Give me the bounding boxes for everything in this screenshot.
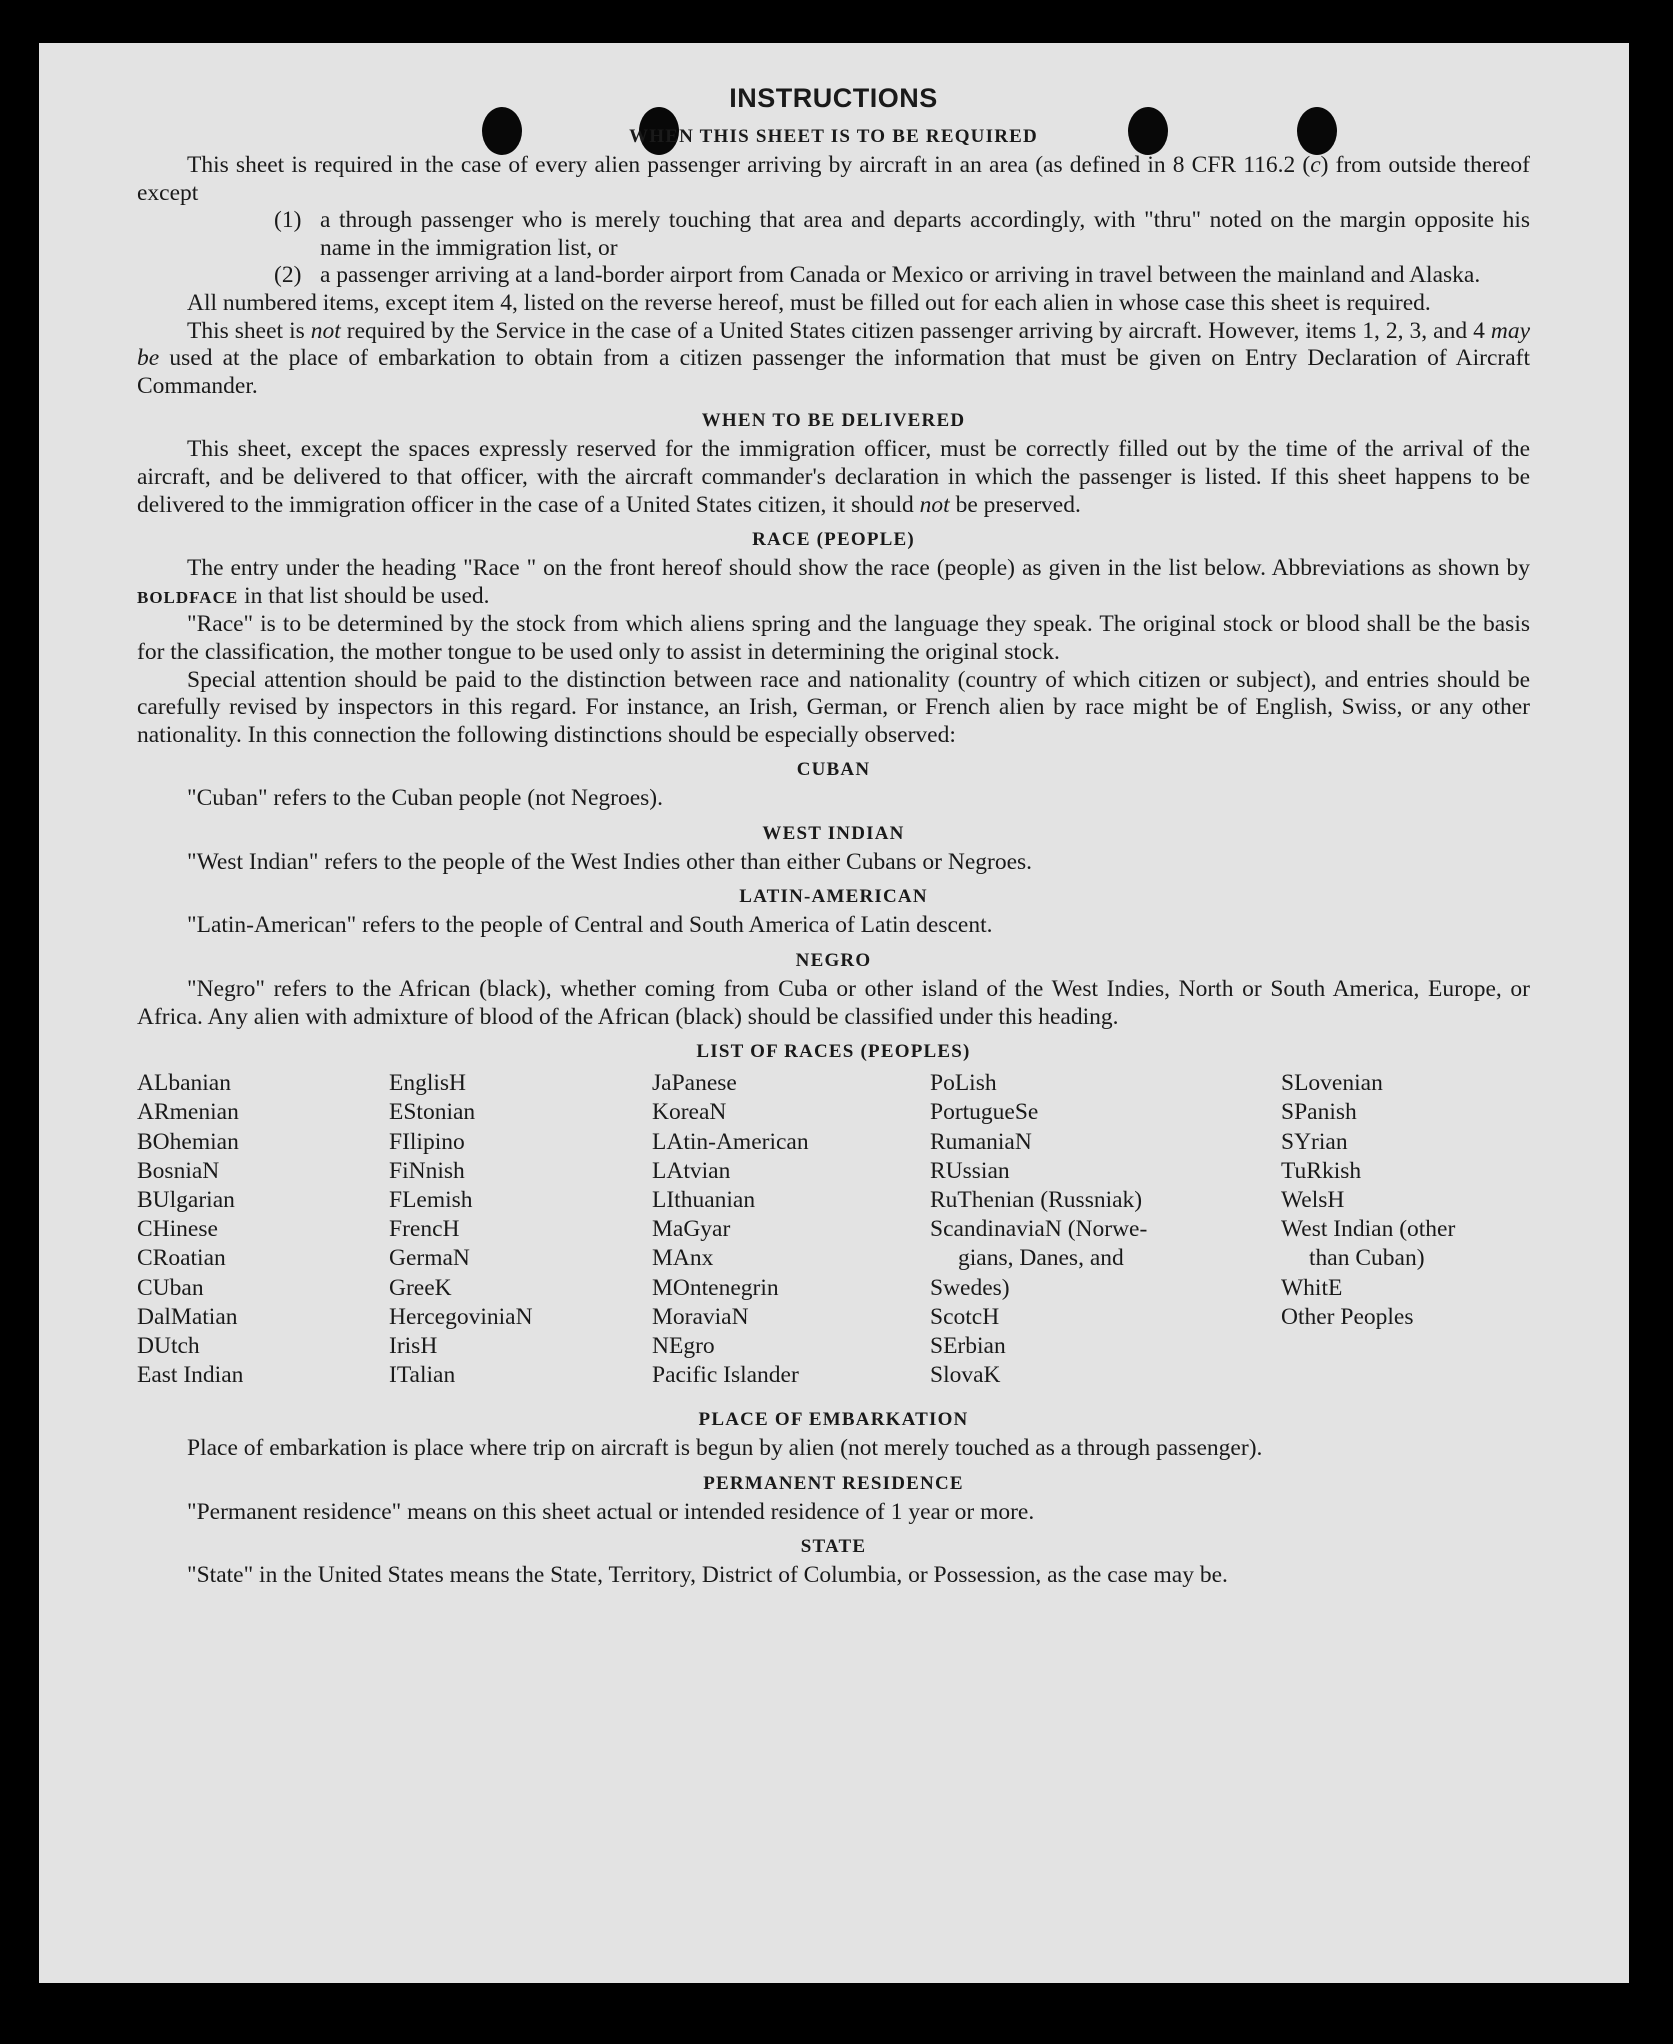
item-number: (2) [274,262,302,289]
text: required by the Service in the case of a United States citizen passenger arriving by aircraft. However, items 1, 2, 3, and 4 [340,317,1491,344]
paragraph [137,152,1530,207]
race-entry: SLovenian [1281,1070,1383,1097]
exception-item-1 [137,207,1530,262]
race-entry: EnglisH [389,1070,467,1097]
text: a passenger arriving at a land-border airport from Canada or Mexico or arriving in travel between the mainland and Alaska. [320,262,1481,289]
section-heading-negro: NEGRO [795,950,872,972]
races-column [389,1069,533,1390]
races-list [137,1069,1530,1399]
section-heading-cuban: CUBAN [796,759,871,781]
text: This sheet, except the spaces expressly reserved for the immigration officer, must be correctly filled out by the time of the arrival of the aircraft, and be delivered to that officer, with the aircraft commander's declaration in which the passenger is listed. If this sheet happens to be delivered to the immigration officer in the case of a United States citizen, it should [137,436,1530,518]
paragraph: All numbered items, except item 4, listed on the reverse hereof, must be filled out for each alien in whose case this sheet is required. [187,289,1431,316]
paragraph: "Permanent residence" means on this sheet actual or intended residence of 1 year or more. [187,1498,1035,1525]
race-entry: JaPanese [652,1070,737,1097]
race-entry: PoLish [930,1070,997,1097]
paragraph: Place of embarkation is place where trip on aircraft is begun by alien (not merely touched as a through passenger). [187,1435,1263,1462]
paragraph: Special attention should be paid to the distinction between race and nationality (country of which citizen or subject), and entries should be carefully revised by inspectors in this regard. For instance, an Irish, German, or French alien by race might be of English, Swiss, or any other nationality. In this connection the following distinctions should be especially observed: [137,666,1530,748]
races-column [1281,1069,1455,1332]
paragraph: "West Indian" refers to the people of the West Indies other than either Cubans or Negroes. [187,848,1033,875]
race-entry: West Indian (other [1281,1216,1456,1243]
race-entry: BOhemian [137,1128,239,1155]
section-heading-latin-american: LATIN-AMERICAN [739,886,928,908]
race-entry: WelsH [1281,1187,1345,1214]
paragraph: "Cuban" refers to the Cuban people (not Negroes). [187,785,663,812]
race-entry: GermaN [389,1245,470,1272]
italic-text: not [310,317,341,344]
race-entry: ITalian [389,1362,456,1389]
race-entry: MoraviaN [652,1303,749,1330]
race-entry: LIthuanian [652,1187,756,1214]
section-heading-residence: PERMANENT RESIDENCE [703,1472,964,1494]
section-heading-embarkation: PLACE OF EMBARKATION [698,1409,969,1431]
race-entry: MOntenegrin [652,1274,779,1301]
race-entry: FrencH [389,1216,460,1243]
exception-item-2 [137,262,1530,290]
race-entry: KoreaN [652,1099,727,1126]
race-entry: BUlgarian [137,1187,235,1214]
race-entry: SlovaK [930,1362,1001,1389]
text: The entry under the heading "Race " on the front hereof should show the race (people) as given in the list below. Abbreviations as shown by [187,555,1530,582]
race-entry: than Cuban) [1309,1245,1425,1272]
section-heading-state: STATE [800,1536,867,1558]
race-entry: HercegoviniaN [389,1303,533,1330]
race-entry: FiNnish [389,1157,465,1184]
race-entry: Other Peoples [1281,1303,1414,1330]
race-entry: CUban [137,1274,204,1301]
text: a through passenger who is merely touching that area and departs accordingly, with "thru" noted on the margin opposite his name in the immigration list, or [320,207,1530,261]
race-entry: ARmenian [137,1099,239,1126]
text: This sheet is [187,317,311,344]
text: ) from outside thereof except [137,152,1530,206]
race-entry: East Indian [137,1362,244,1389]
race-entry: SYrian [1281,1128,1348,1155]
race-entry: LAtvian [652,1157,731,1184]
race-entry: EStonian [389,1099,476,1126]
race-entry: DalMatian [137,1303,238,1330]
race-entry: IrisH [389,1333,438,1360]
race-entry: RumaniaN [930,1128,1032,1155]
section-heading-west-indian: WEST INDIAN [762,822,905,844]
race-entry: RuThenian (Russniak) [930,1187,1143,1214]
paragraph: "Race" is to be determined by the stock from which aliens spring and the language they speak. The original stock or blood shall be the basis for the classification, the mother tongue to be used only to assist in determining the original stock. [137,611,1530,665]
race-entry: BosniaN [137,1157,220,1184]
race-entry: RUssian [930,1157,1010,1184]
boldface-text: BOLDFACE [137,587,239,607]
paragraph: "Latin-American" refers to the people of Central and South America of Latin descent. [187,912,993,939]
race-entry: GreeK [389,1274,452,1301]
text: in that list should be used. [238,582,490,609]
races-column [137,1069,243,1390]
race-entry: ScotcH [930,1303,1000,1330]
race-entry: Pacific Islander [652,1362,799,1389]
text: used at the place of embarkation to obtain from a citizen passenger the information that must be given on Entry Declaration of Aircraft Commander. [137,345,1530,399]
section-heading-delivered: WHEN TO BE DELIVERED [701,410,966,432]
italic-text: c [1310,152,1321,178]
section-heading-required: WHEN THIS SHEET IS TO BE REQUIRED [629,126,1038,147]
paragraph: "Negro" refers to the African (black), whether coming from Cuba or other island of the West Indies, North or South America, Europe, or Africa. Any alien with admixture of blood of the African (black) should be classified under this heading. [137,976,1530,1030]
race-entry: LAtin-American [652,1128,809,1155]
italic-text: may be [137,317,1530,372]
race-entry: CRoatian [137,1245,226,1272]
race-entry: DUtch [137,1333,200,1360]
text: This sheet is required in the case of every alien passenger arriving by aircraft in an area (as defined in 8 CFR 116.2 ( [187,152,1311,178]
section-heading-list-of-races: LIST OF RACES (PEOPLES) [696,1041,971,1063]
race-entry: TuRkish [1281,1157,1362,1184]
paragraph: "State" in the United States means the State, Territory, District of Columbia, or Possession, as the case may be. [187,1562,1228,1589]
race-entry: SErbian [930,1333,1006,1360]
text: be preserved. [949,491,1081,518]
race-entry: PortugueSe [930,1099,1039,1126]
race-entry: SPanish [1281,1099,1357,1126]
page-title: INSTRUCTIONS [729,83,938,113]
section-heading-race: RACE (PEOPLE) [752,529,915,551]
race-entry: MaGyar [652,1216,731,1243]
instructions-content [137,80,1530,1590]
race-entry: CHinese [137,1216,218,1243]
races-column [930,1069,1147,1390]
italic-text: not [919,491,950,518]
races-column [652,1069,809,1390]
race-entry: gians, Danes, and [958,1245,1124,1272]
paragraph [137,318,1530,401]
race-entry: ScandinaviaN (Norwe- [930,1216,1148,1243]
paragraph [137,436,1530,519]
race-entry: MAnx [652,1245,714,1272]
race-entry: NEgro [652,1333,715,1360]
race-entry: ALbanian [137,1070,231,1097]
race-entry: WhitE [1281,1274,1343,1301]
item-number: (1) [274,207,302,234]
race-entry: FLemish [389,1187,473,1214]
race-entry: Swedes) [930,1274,1010,1301]
paragraph [137,555,1530,611]
race-entry: FIlipino [389,1128,465,1155]
